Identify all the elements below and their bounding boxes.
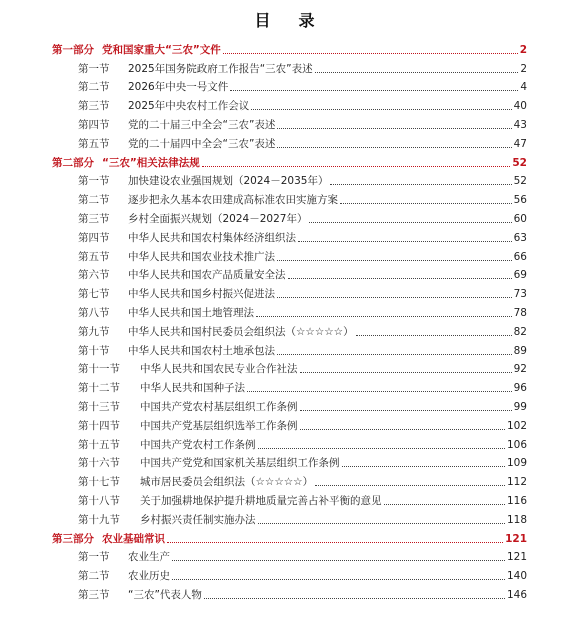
- section-number: 第八节: [78, 306, 110, 319]
- section-number: 第十三节: [78, 400, 120, 413]
- section-title: 中华人民共和国农村土地承包法: [128, 344, 275, 357]
- section-page-number: 89: [513, 344, 527, 357]
- section-page-number: 66: [513, 250, 527, 263]
- section-page-number: 40: [513, 100, 527, 113]
- dot-leader: [309, 222, 511, 223]
- section-page-number: 140: [506, 570, 527, 583]
- part-number: 第三部分: [52, 532, 94, 545]
- section-number: 第七节: [78, 288, 110, 301]
- toc-section-entry[interactable]: [52, 376, 527, 395]
- toc-section-entry[interactable]: [52, 320, 527, 339]
- section-number: 第十八节: [78, 494, 120, 507]
- toc-section-entry[interactable]: [52, 395, 527, 414]
- section-page-number: 43: [513, 118, 527, 131]
- toc-section-entry[interactable]: [52, 339, 527, 358]
- section-page-number: 60: [513, 212, 527, 225]
- section-page-number: 121: [506, 551, 527, 564]
- part-title: “三农”相关法律法规: [102, 156, 200, 169]
- section-title: 2026年中央一号文件: [128, 81, 229, 94]
- section-page-number: 106: [506, 438, 527, 451]
- section-page-number: 109: [506, 457, 527, 470]
- section-title: 加快建设农业强国规划（2024－2035年）: [128, 175, 329, 188]
- part-page-number: 52: [512, 156, 527, 169]
- section-number: 第二节: [78, 570, 110, 583]
- dot-leader: [230, 90, 518, 91]
- section-number: 第十节: [78, 344, 110, 357]
- section-title: 城市居民委员会组织法（☆☆☆☆☆）: [140, 476, 314, 489]
- toc-section-entry[interactable]: [52, 508, 527, 527]
- dot-leader: [258, 523, 505, 524]
- toc-part-entry[interactable]: [52, 38, 527, 57]
- section-title: 乡村全面振兴规划（2024－2027年）: [128, 212, 308, 225]
- toc-section-entry[interactable]: [52, 76, 527, 95]
- section-title: 党的二十届三中全会“三农”表述: [128, 118, 276, 131]
- toc-section-entry[interactable]: [52, 358, 527, 377]
- section-title: 中国共产党农村工作条例: [140, 438, 256, 451]
- toc-section-entry[interactable]: [52, 245, 527, 264]
- toc-section-entry[interactable]: [52, 546, 527, 565]
- section-title: 农业生产: [128, 551, 170, 564]
- section-title: “三农”代表人物: [128, 588, 202, 601]
- section-title: 中国共产党党和国家机关基层组织工作条例: [140, 457, 340, 470]
- toc-section-entry[interactable]: [52, 489, 527, 508]
- dot-leader: [258, 448, 505, 449]
- dot-leader: [300, 372, 512, 373]
- part-title: 农业基础常识: [102, 532, 165, 545]
- dot-leader: [223, 53, 518, 54]
- section-number: 第十六节: [78, 457, 120, 470]
- section-title: 中华人民共和国村民委员会组织法（☆☆☆☆☆）: [128, 325, 354, 338]
- section-number: 第十四节: [78, 419, 120, 432]
- toc-section-entry[interactable]: [52, 282, 527, 301]
- section-page-number: 92: [513, 363, 527, 376]
- toc-section-entry[interactable]: [52, 226, 527, 245]
- section-number: 第十二节: [78, 382, 120, 395]
- toc-section-entry[interactable]: [52, 564, 527, 583]
- section-page-number: 52: [513, 175, 527, 188]
- section-number: 第三节: [78, 100, 110, 113]
- section-title: 中华人民共和国农村集体经济组织法: [128, 231, 296, 244]
- section-page-number: 2: [520, 62, 527, 75]
- section-page-number: 78: [513, 306, 527, 319]
- toc-section-entry[interactable]: [52, 414, 527, 433]
- section-page-number: 112: [506, 476, 527, 489]
- toc-section-entry[interactable]: [52, 188, 527, 207]
- toc-section-entry[interactable]: [52, 583, 527, 602]
- section-page-number: 56: [513, 194, 527, 207]
- section-title: 农业历史: [128, 570, 170, 583]
- dot-leader: [384, 504, 505, 505]
- dot-leader: [277, 128, 511, 129]
- section-title: 党的二十届四中全会“三农”表述: [128, 137, 276, 150]
- part-title: 党和国家重大“三农”文件: [102, 43, 221, 56]
- section-number: 第五节: [78, 250, 110, 263]
- toc-part-entry[interactable]: [52, 151, 527, 170]
- section-title: 乡村振兴责任制实施办法: [140, 513, 256, 526]
- toc-section-entry[interactable]: [52, 301, 527, 320]
- dot-leader: [288, 278, 512, 279]
- dot-leader: [247, 391, 512, 392]
- section-number: 第二节: [78, 81, 110, 94]
- toc-section-entry[interactable]: [52, 170, 527, 189]
- dot-leader: [300, 410, 512, 411]
- section-number: 第四节: [78, 231, 110, 244]
- section-title: 中华人民共和国土地管理法: [128, 306, 254, 319]
- section-page-number: 4: [520, 81, 527, 94]
- dot-leader: [167, 542, 503, 543]
- section-number: 第十五节: [78, 438, 120, 451]
- toc-section-entry[interactable]: [52, 113, 527, 132]
- part-number: 第二部分: [52, 156, 94, 169]
- section-number: 第九节: [78, 325, 110, 338]
- section-title: 逐步把永久基本农田建成高标准农田实施方案: [128, 194, 338, 207]
- section-page-number: 69: [513, 269, 527, 282]
- section-number: 第一节: [78, 175, 110, 188]
- table-of-contents: [52, 38, 527, 602]
- dot-leader: [330, 184, 511, 185]
- dot-leader: [277, 297, 512, 298]
- dot-leader: [342, 466, 505, 467]
- section-number: 第五节: [78, 137, 110, 150]
- dot-leader: [315, 485, 505, 486]
- section-page-number: 116: [506, 494, 527, 507]
- toc-section-entry[interactable]: [52, 132, 527, 151]
- section-title: 2025年中央农村工作会议: [128, 100, 250, 113]
- dot-leader: [277, 147, 511, 148]
- section-page-number: 96: [513, 382, 527, 395]
- section-page-number: 47: [513, 137, 527, 150]
- section-number: 第四节: [78, 118, 110, 131]
- section-title: 中华人民共和国农业技术推广法: [128, 250, 275, 263]
- dot-leader: [315, 72, 519, 73]
- section-number: 第一节: [78, 62, 110, 75]
- section-page-number: 63: [513, 231, 527, 244]
- dot-leader: [256, 316, 512, 317]
- section-page-number: 118: [506, 513, 527, 526]
- part-page-number: 2: [519, 43, 527, 56]
- dot-leader: [202, 166, 511, 167]
- section-page-number: 102: [506, 419, 527, 432]
- section-number: 第一节: [78, 551, 110, 564]
- toc-section-entry[interactable]: [52, 57, 527, 76]
- section-page-number: 99: [513, 400, 527, 413]
- section-title: 中国共产党基层组织选举工作条例: [140, 419, 298, 432]
- section-title: 中国共产党农村基层组织工作条例: [140, 400, 298, 413]
- page-title: 目 录: [254, 11, 321, 30]
- toc-section-entry[interactable]: [52, 94, 527, 113]
- section-number: 第三节: [78, 588, 110, 601]
- toc-section-entry[interactable]: [52, 207, 527, 226]
- section-number: 第三节: [78, 212, 110, 225]
- dot-leader: [204, 598, 505, 599]
- part-number: 第一部分: [52, 43, 94, 56]
- section-number: 第六节: [78, 269, 110, 282]
- toc-section-entry[interactable]: [52, 452, 527, 471]
- section-title: 中华人民共和国农产品质量安全法: [128, 269, 286, 282]
- dot-leader: [172, 560, 505, 561]
- dot-leader: [172, 579, 505, 580]
- section-title: 2025年国务院政府工作报告“三农”表述: [128, 62, 313, 75]
- section-number: 第二节: [78, 194, 110, 207]
- dot-leader: [300, 429, 505, 430]
- dot-leader: [251, 109, 511, 110]
- toc-section-entry[interactable]: [52, 433, 527, 452]
- part-page-number: 121: [505, 532, 527, 545]
- dot-leader: [340, 203, 512, 204]
- dot-leader: [277, 354, 512, 355]
- section-number: 第十一节: [78, 363, 120, 376]
- toc-section-entry[interactable]: [52, 264, 527, 283]
- dot-leader: [298, 241, 512, 242]
- section-title: 关于加强耕地保护提升耕地质量完善占补平衡的意见: [140, 494, 382, 507]
- dot-leader: [277, 260, 512, 261]
- section-number: 第十九节: [78, 513, 120, 526]
- section-title: 中华人民共和国农民专业合作社法: [140, 363, 298, 376]
- dot-leader: [356, 335, 512, 336]
- toc-section-entry[interactable]: [52, 470, 527, 489]
- toc-part-entry[interactable]: [52, 527, 527, 546]
- section-page-number: 73: [513, 288, 527, 301]
- section-title: 中华人民共和国乡村振兴促进法: [128, 288, 275, 301]
- section-number: 第十七节: [78, 476, 120, 489]
- section-page-number: 146: [506, 588, 527, 601]
- section-title: 中华人民共和国种子法: [140, 382, 245, 395]
- section-page-number: 82: [513, 325, 527, 338]
